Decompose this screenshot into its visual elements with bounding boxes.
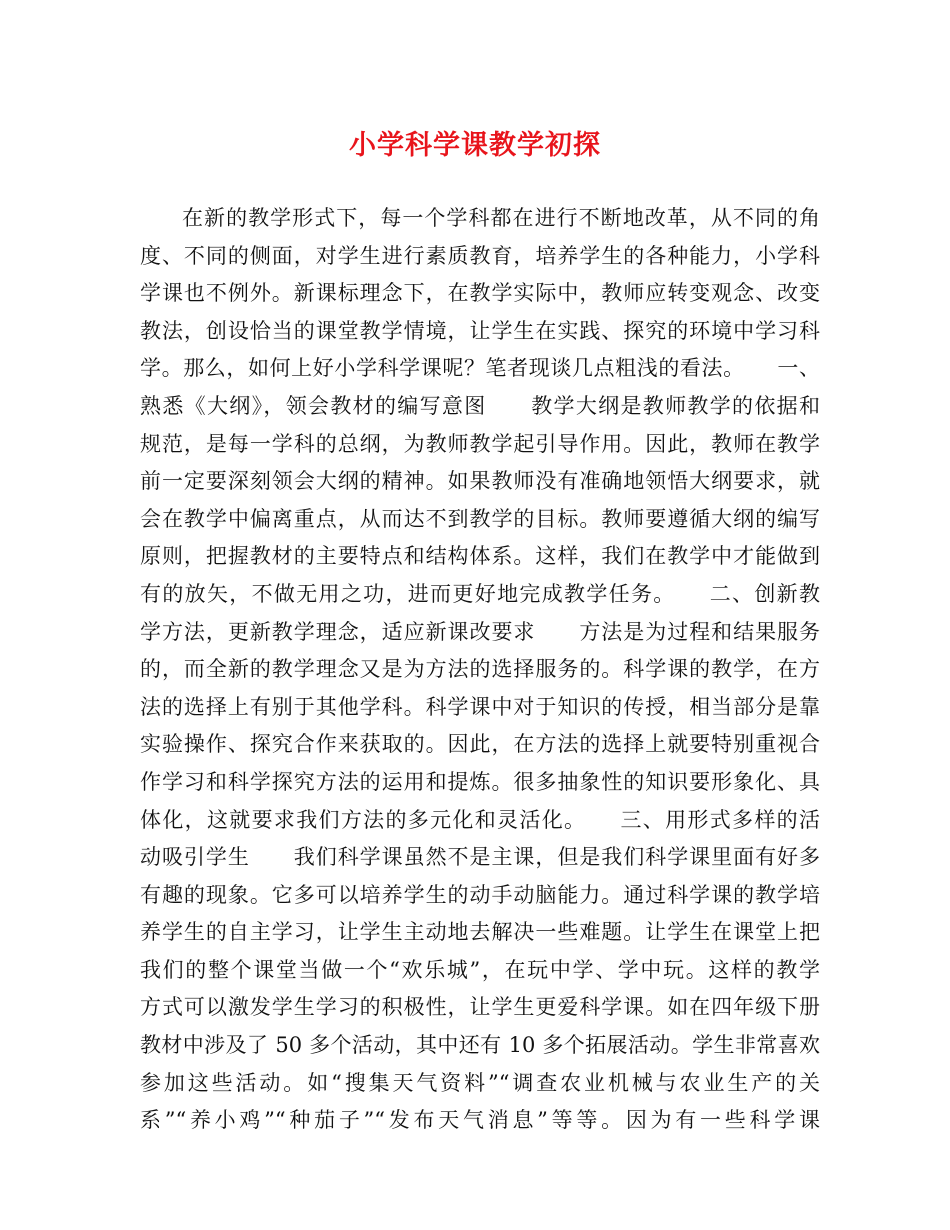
body-line: 在新的教学形式下，每一个学科都在进行不断地改革，从不同的角 [182, 206, 820, 230]
body-line: 教法，创设恰当的课堂教学情境，让学生在实践、探究的环境中学习科 [140, 318, 820, 343]
body-line: 系”“养小鸡”“种茄子”“发布天气消息”等等。因为有一些科学课 [140, 1108, 820, 1133]
body-line: 我们的整个课堂当做一个“欢乐城”，在玩中学、学中玩。这样的教学 [140, 957, 820, 982]
body-line: 学。那么，如何上好小学科学课呢？笔者现谈几点粗浅的看法。 一、 [140, 356, 820, 381]
body-line: 教材中涉及了 50 多个活动，其中还有 10 多个拓展活动。学生非常喜欢 [140, 1033, 820, 1058]
body-line: 方式可以激发学生学习的积极性，让学生更爱科学课。如在四年级下册 [140, 995, 820, 1020]
document-body [140, 200, 820, 1140]
body-line: 熟悉《大纲》，领会教材的编写意图 教学大纲是教师教学的依据和 [140, 393, 820, 418]
body-line: 规范，是每一学科的总纲，为教师教学起引导作用。因此，教师在教学 [140, 431, 820, 456]
body-line: 学方法，更新教学理念，适应新课改要求 方法是为过程和结果服务 [140, 619, 820, 644]
body-line: 有趣的现象。它多可以培养学生的动手动脑能力。通过科学课的教学培 [140, 882, 820, 907]
body-line: 动吸引学生 我们科学课虽然不是主课，但是我们科学课里面有好多 [140, 845, 820, 870]
body-line: 原则，把握教材的主要特点和结构体系。这样，我们在教学中才能做到 [140, 544, 820, 569]
body-line: 学课也不例外。新课标理念下，在教学实际中，教师应转变观念、改变 [140, 281, 820, 306]
body-line: 实验操作、探究合作来获取的。因此，在方法的选择上就要特别重视合 [140, 732, 820, 757]
body-line: 度、不同的侧面，对学生进行素质教育，培养学生的各种能力，小学科 [140, 243, 820, 268]
body-line: 有的放矢，不做无用之功，进而更好地完成教学任务。 二、创新教 [140, 581, 820, 606]
body-line: 会在教学中偏离重点，从而达不到教学的目标。教师要遵循大纲的编写 [140, 506, 820, 531]
body-line: 养学生的自主学习，让学生主动地去解决一些难题。让学生在课堂上把 [140, 920, 820, 945]
body-line: 参加这些活动。如“搜集天气资料”“调查农业机械与农业生产的关 [140, 1070, 820, 1095]
body-line: 法的选择上有别于其他学科。科学课中对于知识的传授，相当部分是靠 [140, 694, 820, 719]
body-line: 作学习和科学探究方法的运用和提炼。很多抽象性的知识要形象化、具 [140, 769, 820, 794]
body-line: 的，而全新的教学理念又是为方法的选择服务的。科学课的教学，在方 [140, 657, 820, 682]
body-line: 体化，这就要求我们方法的多元化和灵活化。 三、用形式多样的活 [140, 807, 820, 832]
body-line: 前一定要深刻领会大纲的精神。如果教师没有准确地领悟大纲要求，就 [140, 469, 820, 494]
document-title: 小学科学课教学初探 [349, 130, 601, 161]
